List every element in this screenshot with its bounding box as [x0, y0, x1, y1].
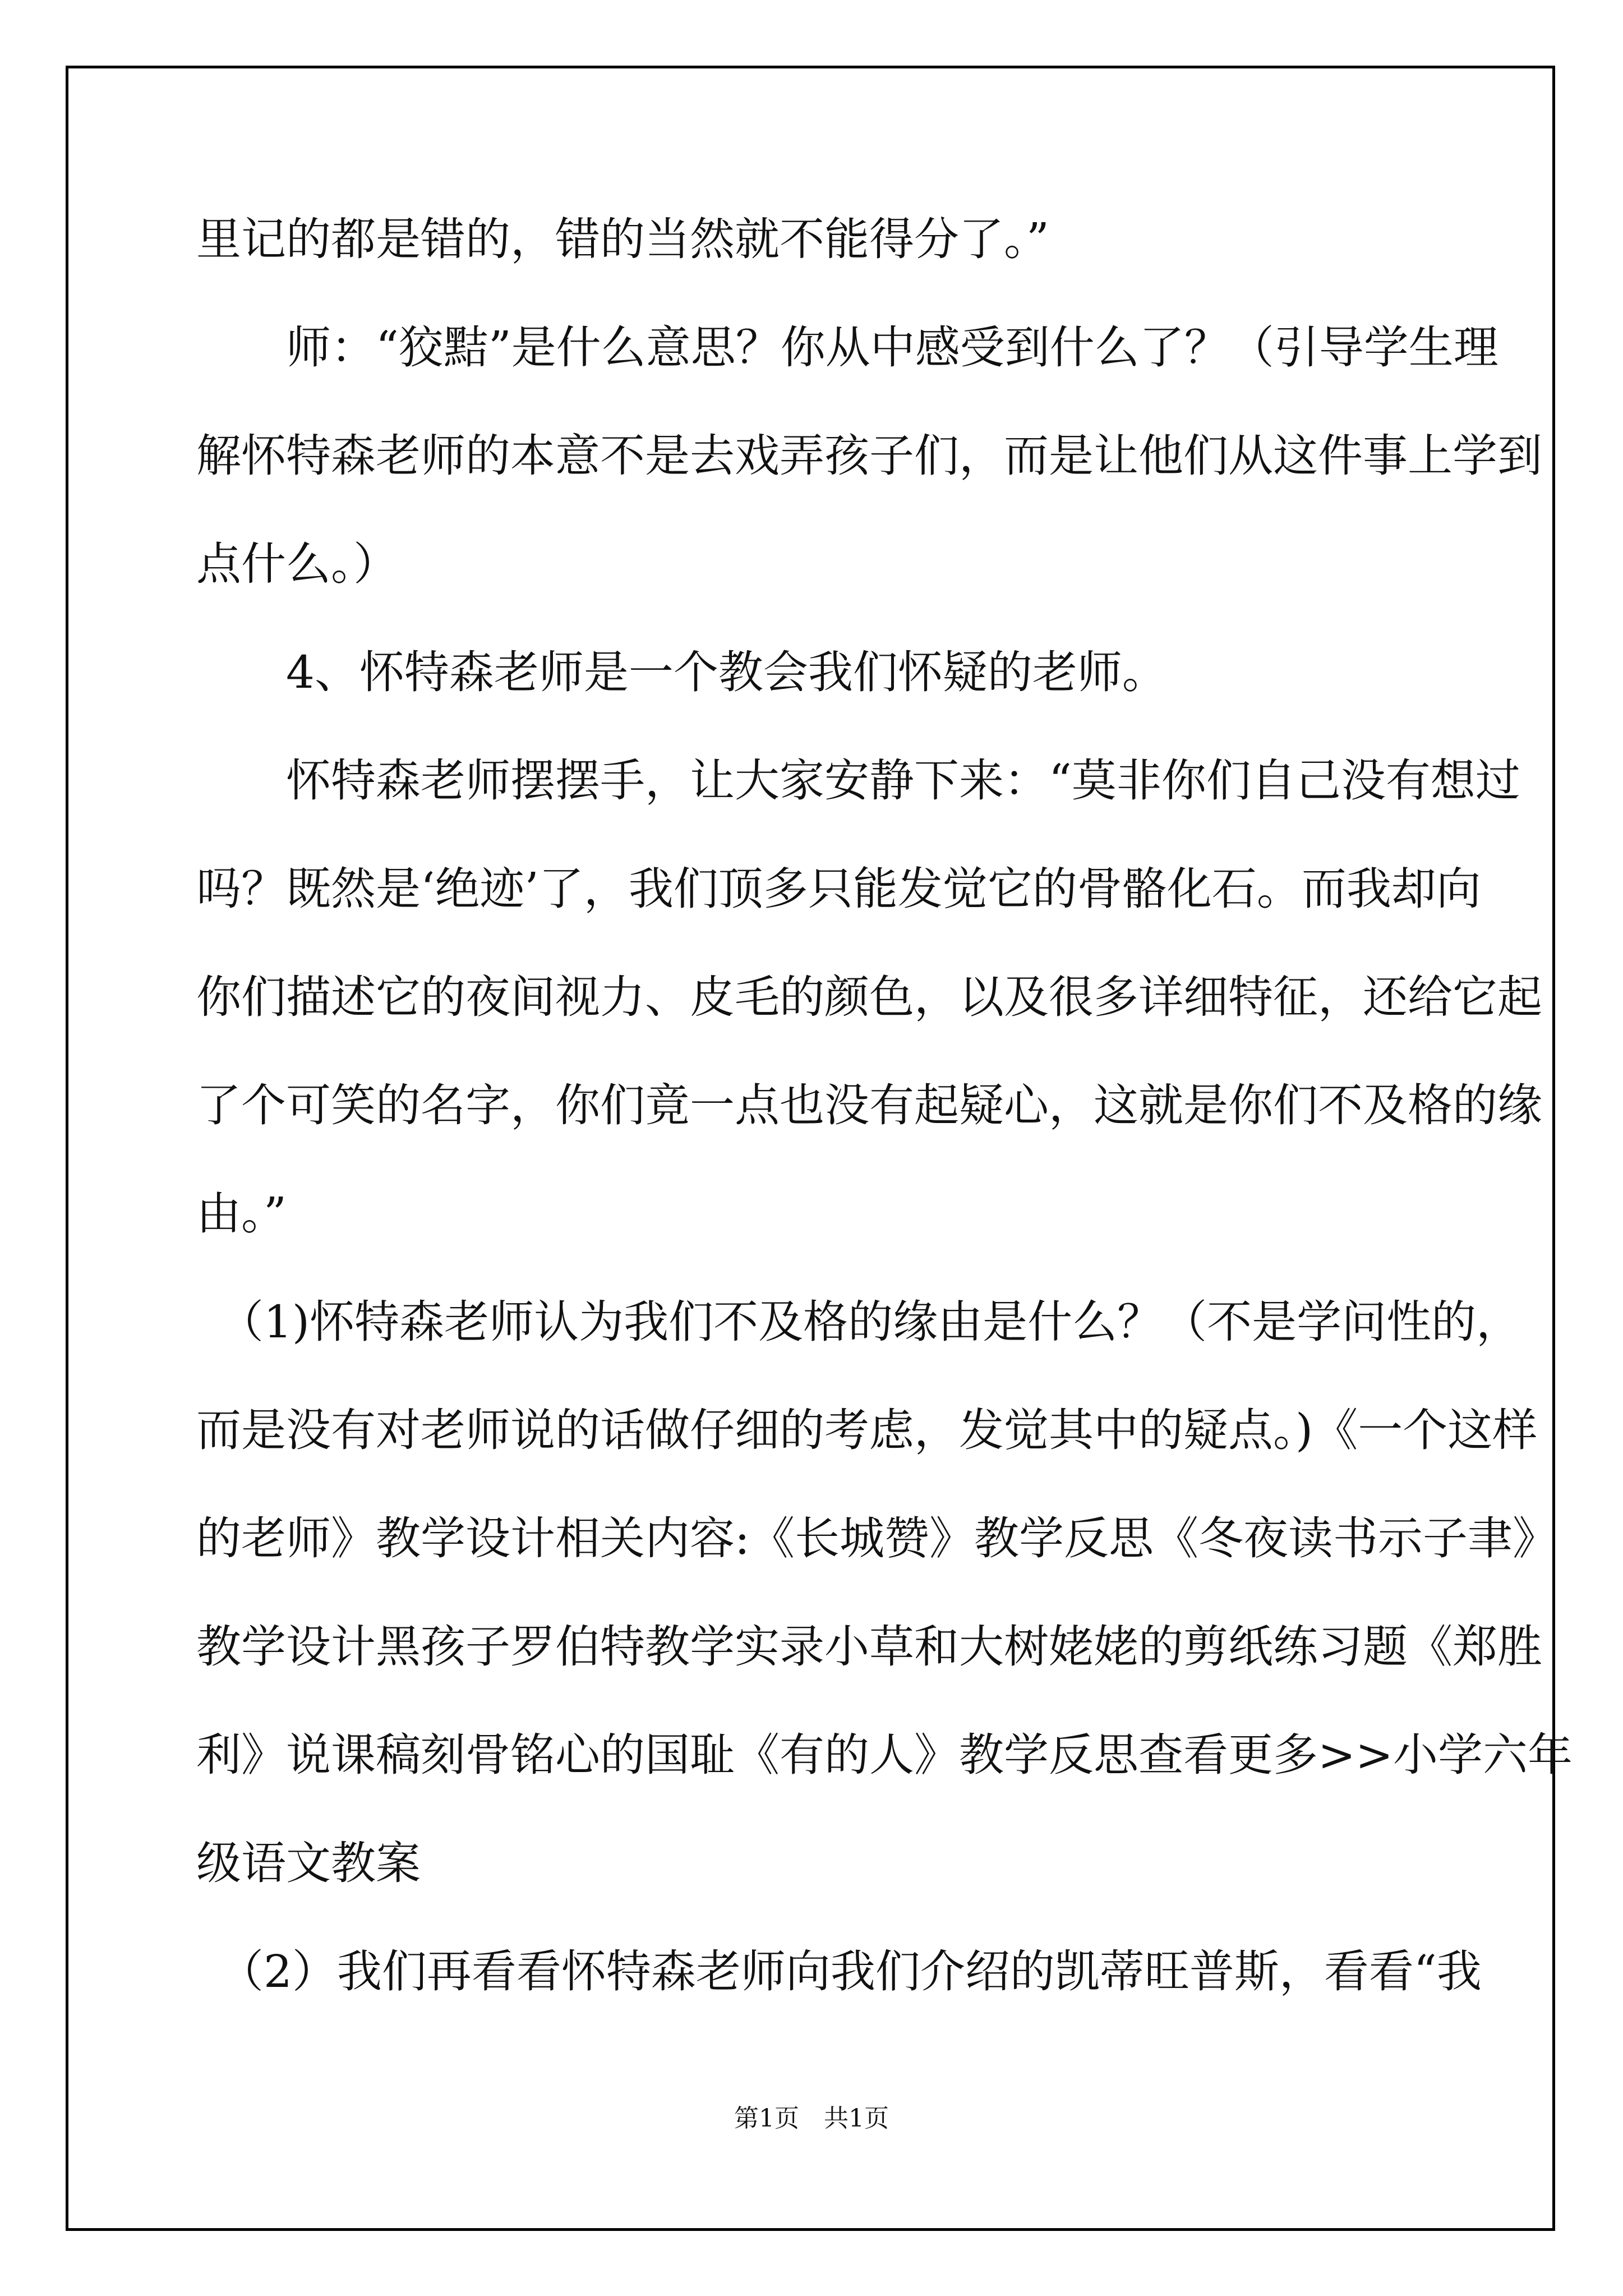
text-line: 而是没有对老师说的话做仔细的考虑，发觉其中的疑点。)《一个这样	[196, 1404, 1538, 1456]
page-border	[66, 66, 1555, 2231]
text-line: 的老师》教学设计相关内容:《长城赞》教学反思《冬夜读书示子聿》	[196, 1512, 1557, 1565]
text-line: 点什么。）	[196, 538, 398, 590]
text-line: 了个可笑的名字，你们竟一点也没有起疑心，这就是你们不及格的缘	[196, 1079, 1542, 1131]
text-line: 由。”	[196, 1188, 287, 1240]
text-line: 教学设计黑孩子罗伯特教学实录小草和大树姥姥的剪纸练习题《郑胜	[196, 1621, 1542, 1673]
text-line: 怀特森老师摆摆手，让大家安静下来：“莫非你们自己没有想过	[196, 754, 1520, 807]
text-line: 里记的都是错的，错的当然就不能得分了。”	[196, 213, 1049, 265]
text-line: 利》说课稿刻骨铭心的国耻《有的人》教学反思查看更多>>小学六年	[196, 1729, 1573, 1781]
text-line: 4、怀特森老师是一个教会我们怀疑的老师。	[196, 646, 1167, 698]
page-number-footer: 第1页 共1页	[734, 2104, 889, 2133]
text-line: 解怀特森老师的本意不是去戏弄孩子们，而是让他们从这件事上学到	[196, 430, 1542, 482]
text-line: 师：“狡黠”是什么意思？你从中感受到什么了？（引导学生理	[196, 321, 1498, 374]
text-line: 级语文教案	[196, 1837, 421, 1889]
text-line: （1)怀特森老师认为我们不及格的缘由是什么？（不是学问性的，	[196, 1296, 1521, 1348]
text-line: 你们描述它的夜间视力、皮毛的颜色，以及很多详细特征，还给它起	[196, 971, 1542, 1023]
text-line: （2）我们再看看怀特森老师向我们介绍的凯蒂旺普斯，看看“我	[196, 1945, 1482, 1998]
text-line: 吗？既然是‘绝迹’了，我们顶多只能发觉它的骨骼化石。而我却向	[196, 863, 1481, 915]
